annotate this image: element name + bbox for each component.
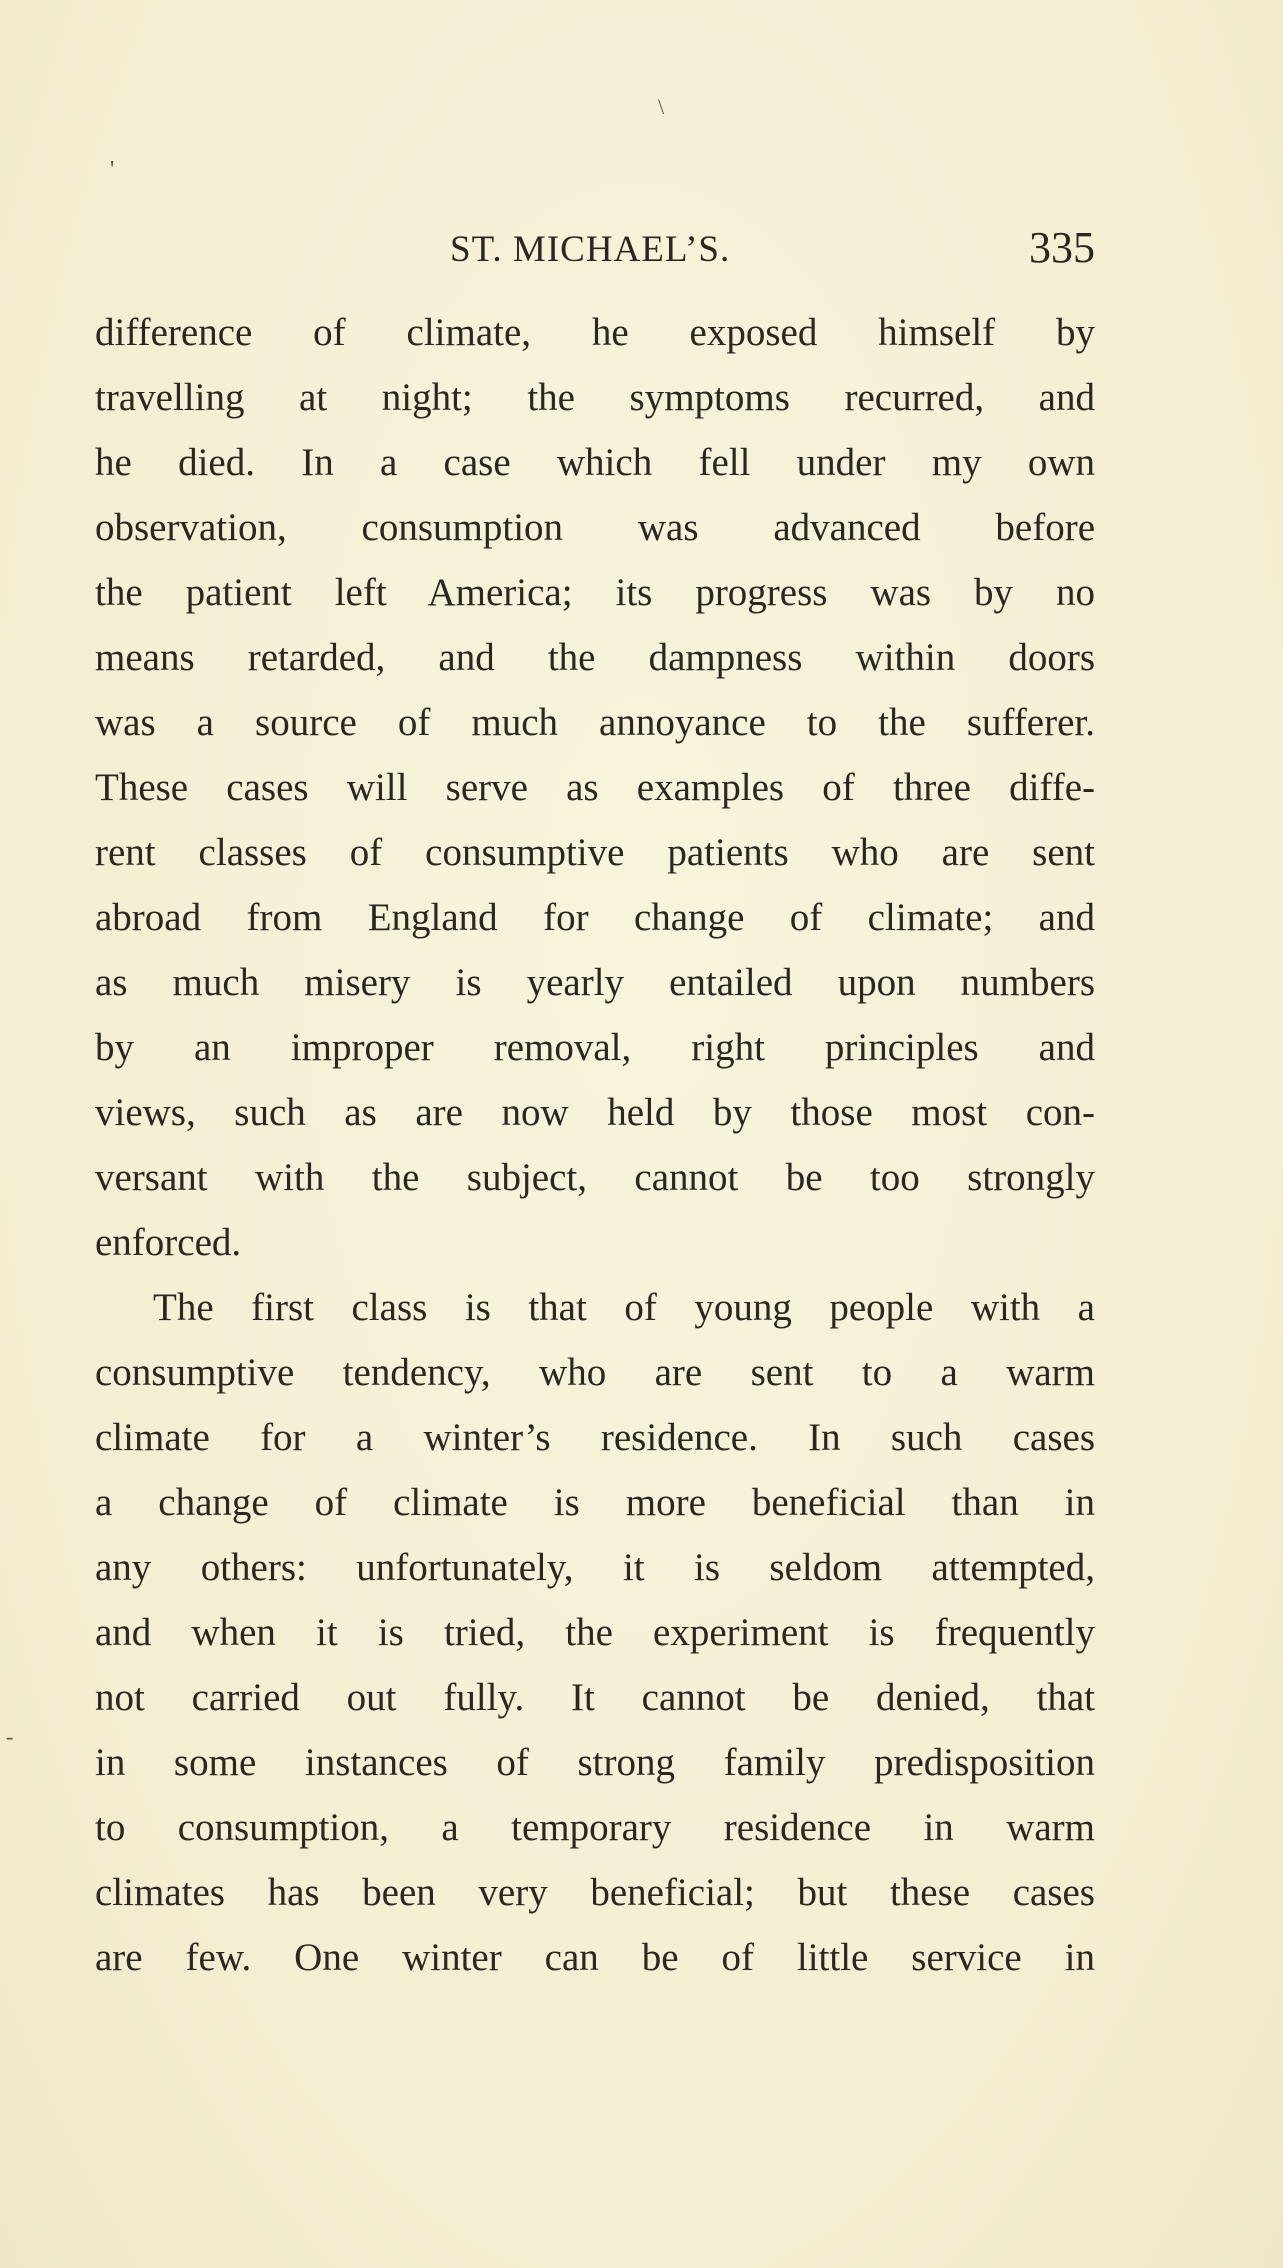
left-dot-mark: ' (110, 157, 115, 183)
text-line-11: as much misery is yearly entailed upon numbers (95, 961, 1095, 1004)
text-line-9: rent classes of consumptive patients who are sent (95, 831, 1095, 874)
text-line-22: not carried out fully. It cannot be denied, that (95, 1676, 1095, 1719)
text-line-26: are few. One winter can be of little service in (95, 1936, 1095, 1979)
text-line-7: was a source of much annoyance to the sufferer. (95, 701, 1095, 744)
text-line-1: difference of climate, he exposed himself by (95, 311, 1095, 354)
text-line-18: climate for a winter’s residence. In such cases (95, 1416, 1095, 1459)
running-title: ST. MICHAEL’S. (450, 229, 731, 270)
text-line-13: views, such as are now held by those most con- (95, 1091, 1095, 1134)
page-number: 335 (1029, 223, 1095, 272)
page-header (95, 222, 1095, 278)
text-line-16: The first class is that of young people with a (153, 1286, 1095, 1329)
text-line-21: and when it is tried, the experiment is frequently (95, 1611, 1095, 1654)
text-line-2: travelling at night; the symptoms recurred, and (95, 376, 1095, 419)
top-tick-mark: \ (658, 94, 665, 119)
text-line-15: enforced. (95, 1221, 242, 1264)
text-line-10: abroad from England for change of climate; and (95, 896, 1095, 939)
text-line-8: These cases will serve as examples of three diffe- (95, 766, 1095, 809)
text-line-25: climates has been very beneficial; but these cases (95, 1871, 1095, 1914)
text-line-19: a change of climate is more beneficial than in (95, 1481, 1095, 1524)
text-line-17: consumptive tendency, who are sent to a warm (95, 1351, 1095, 1394)
margin-mark: - (6, 1724, 14, 1749)
text-line-5: the patient left America; its progress was by no (95, 571, 1095, 614)
text-line-23: in some instances of strong family predisposition (95, 1741, 1095, 1784)
text-line-20: any others: unfortunately, it is seldom attempted, (95, 1546, 1095, 1589)
text-line-24: to consumption, a temporary residence in warm (95, 1806, 1095, 1849)
text-line-3: he died. In a case which fell under my own (95, 441, 1095, 484)
text-line-6: means retarded, and the dampness within doors (95, 636, 1095, 679)
text-line-12: by an improper removal, right principles and (95, 1026, 1095, 1069)
body-text (95, 300, 1095, 1990)
text-line-4: observation, consumption was advanced before (95, 506, 1095, 549)
text-line-14: versant with the subject, cannot be too strongly (95, 1156, 1095, 1199)
